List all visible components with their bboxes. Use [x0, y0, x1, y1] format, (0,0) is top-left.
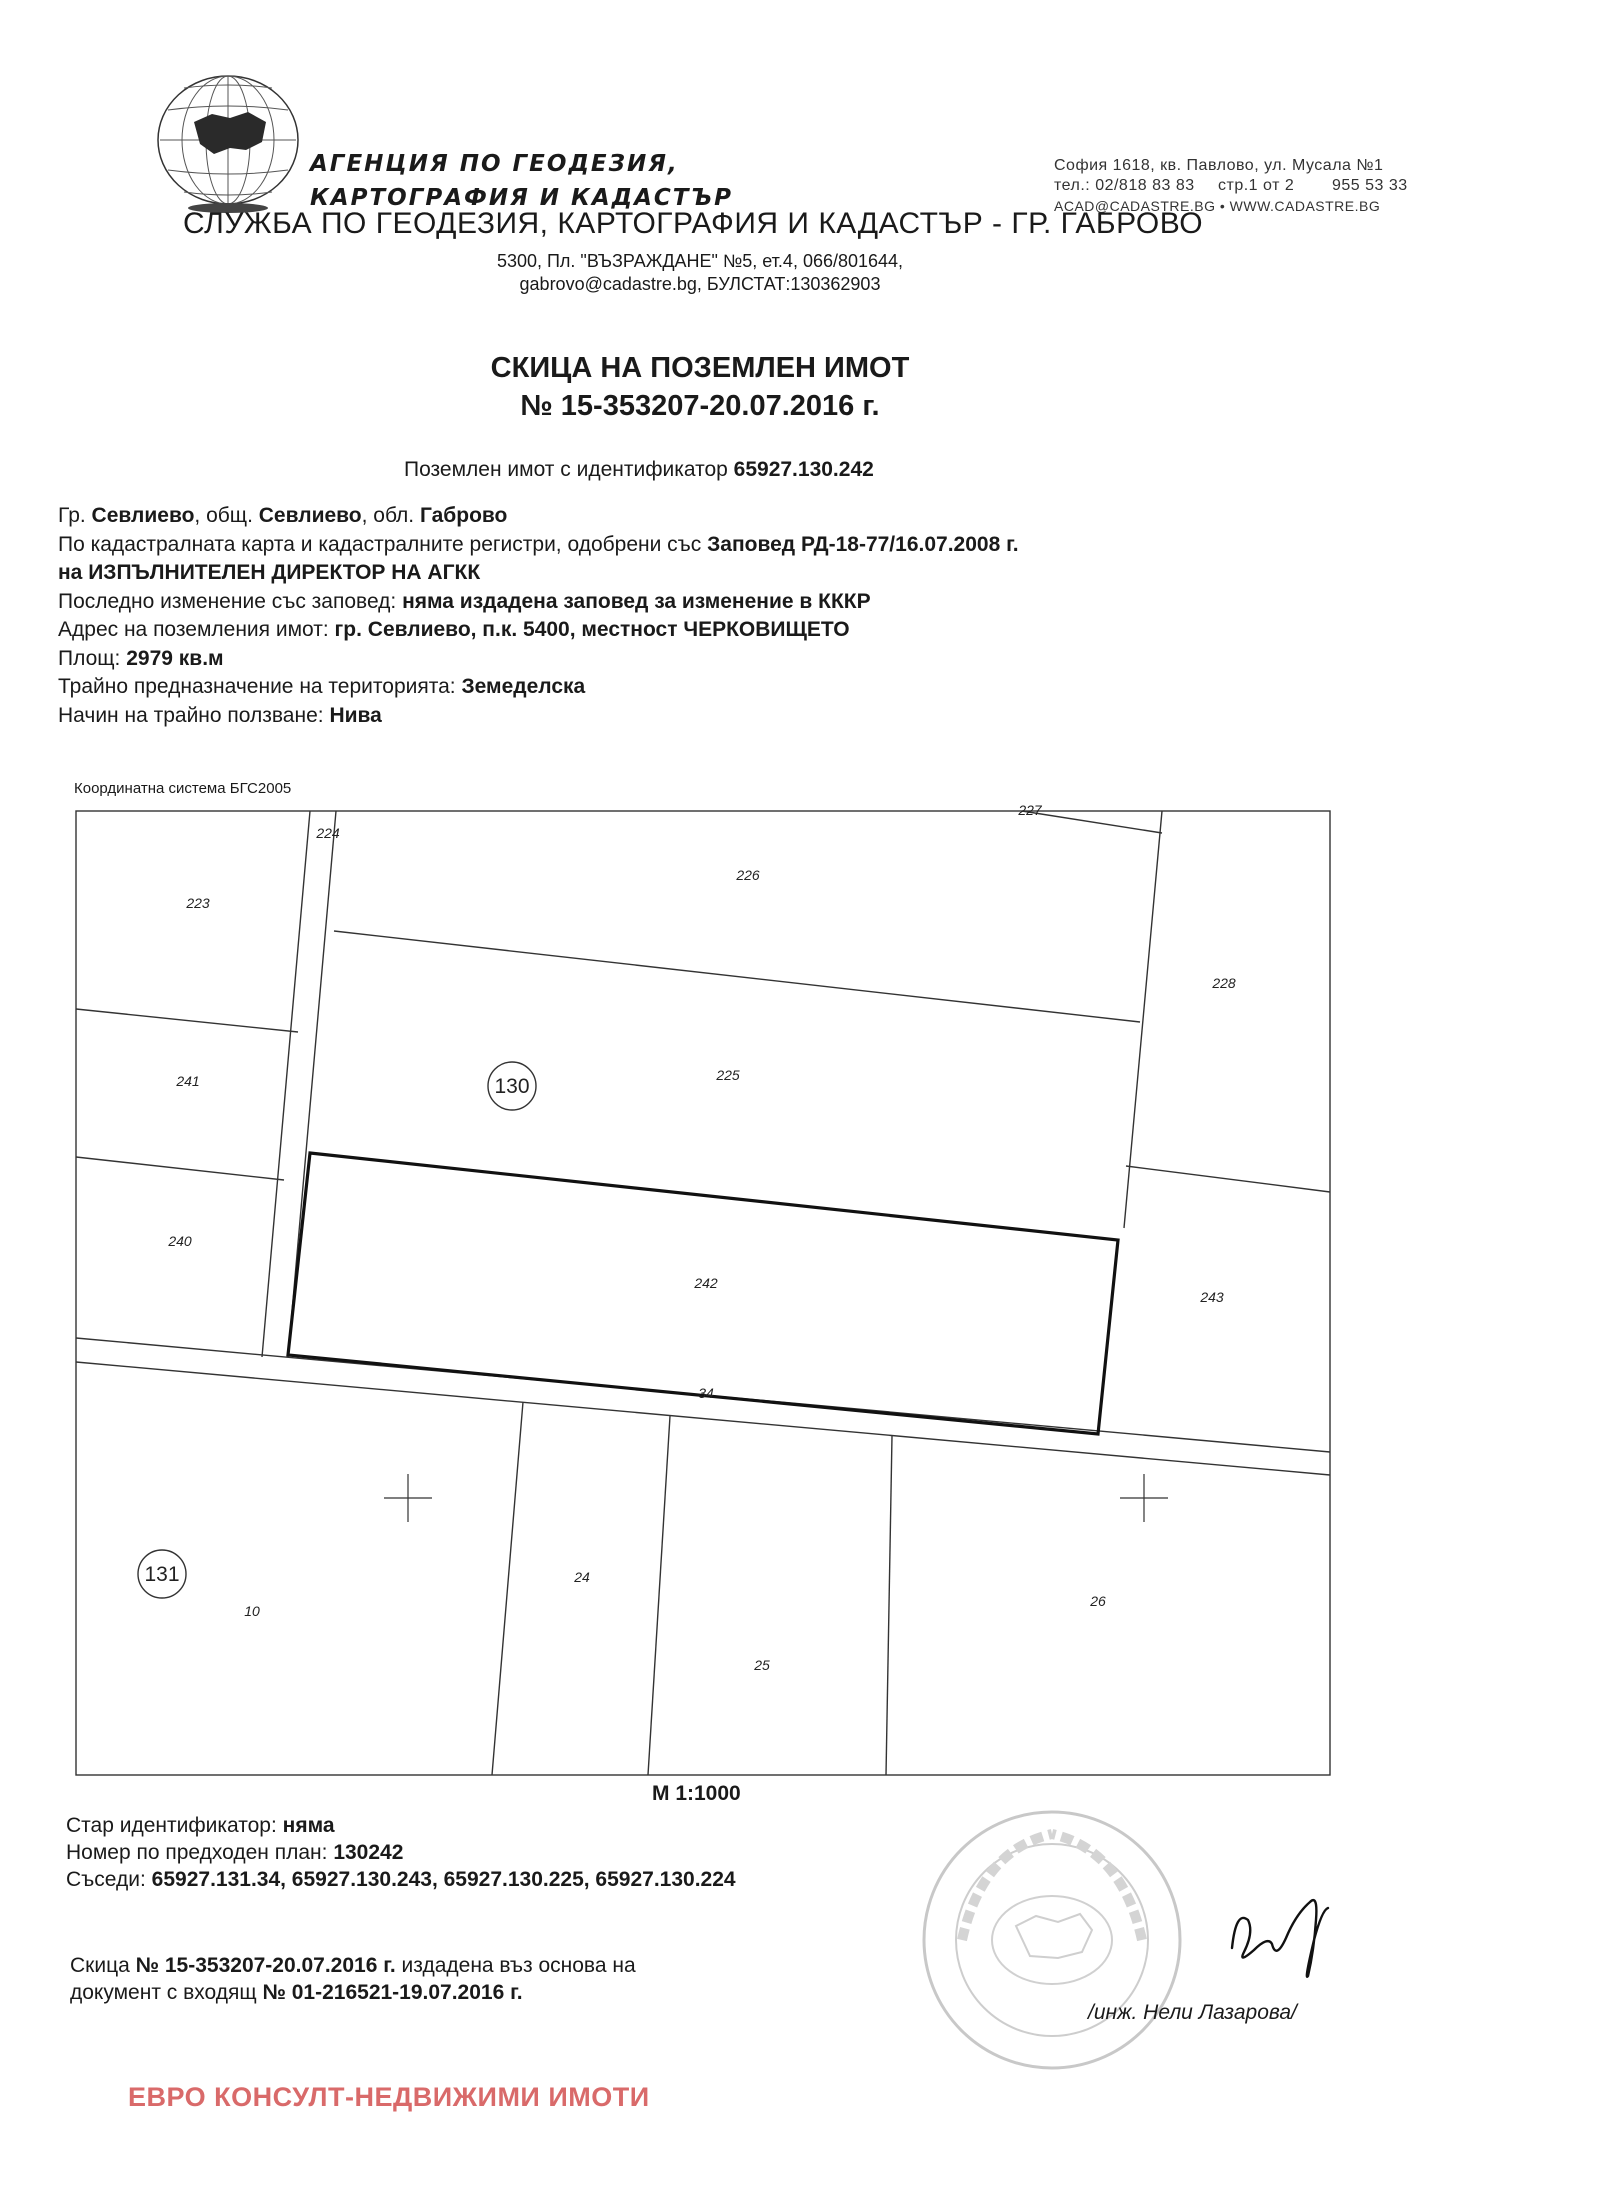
parcel-label-226: 226	[736, 867, 760, 883]
parcel-label-241: 241	[176, 1073, 200, 1089]
last-change-line: Последно изменение със заповед: няма издадена заповед за изменение в КККР	[58, 589, 871, 613]
old-identifier-line: Стар идентификатор: няма	[66, 1814, 335, 1837]
boundary-226-225	[334, 931, 1140, 1022]
parcel-label-240: 240	[168, 1233, 192, 1249]
road-south-edge	[76, 1362, 1330, 1475]
parcel-label-243: 243	[1200, 1289, 1224, 1305]
boundary-24-25	[648, 1416, 670, 1775]
map-scale: М 1:1000	[652, 1782, 741, 1805]
parcel-label-10: 10	[244, 1603, 260, 1619]
document-number: № 15-353207-20.07.2016 г.	[520, 390, 880, 422]
parcel-label-26: 26	[1090, 1593, 1106, 1609]
boundary-241-top	[76, 1009, 298, 1032]
contact-address: София 1618, кв. Павлово, ул. Мусала №1	[1054, 157, 1384, 174]
boundary-243-top	[1126, 1166, 1330, 1192]
agency-name-line1: АГЕНЦИЯ ПО ГЕОДЕЗИЯ,	[310, 151, 679, 177]
location-line: Гр. Севлиево, общ. Севлиево, обл. Габрово	[58, 504, 508, 527]
signer-name: /инж. Нели Лазарова/	[1088, 2001, 1297, 2024]
coordinate-system: Координатна система БГС2005	[74, 780, 292, 797]
neighbors-line: Съседи: 65927.131.34, 65927.130.243, 65927.130.225, 65927.130.224	[66, 1868, 736, 1891]
boundary-10-24	[492, 1402, 523, 1775]
document-title: СКИЦА НА ПОЗЕМЛЕН ИМОТ	[490, 352, 910, 384]
identifier-value: 65927.130.242	[733, 458, 874, 481]
contact-fax: 955 53 33	[1332, 177, 1408, 194]
boundary-224-left	[262, 811, 310, 1357]
contact-email-web: ACAD@CADASTRE.BG • WWW.CADASTRE.BG	[1054, 198, 1381, 214]
service-address: 5300, Пл. "ВЪЗРАЖДАНЕ" №5, ет.4, 066/801644,	[496, 251, 904, 271]
director-line: на ИЗПЪЛНИТЕЛЕН ДИРЕКТОР НА АГКК	[58, 561, 481, 584]
previous-plan-line: Номер по предходен план: 130242	[66, 1841, 404, 1864]
boundary-top-right	[1022, 811, 1162, 833]
official-stamp	[912, 1800, 1192, 2080]
map-frame	[76, 811, 1330, 1775]
parcel-label-228: 228	[1212, 975, 1236, 991]
identifier-label: Поземлен имот с идентификатор	[404, 458, 728, 481]
area-line: Площ: 2979 кв.м	[58, 646, 224, 670]
bottom-info	[66, 1812, 736, 1893]
usage-line: Начин на трайно ползване: Нива	[58, 703, 382, 727]
agency-watermark: ЕВРО КОНСУЛТ-НЕДВИЖИМИ ИМОТИ	[128, 2082, 650, 2112]
service-title: СЛУЖБА ПО ГЕОДЕЗИЯ, КАРТОГРАФИЯ И КАДАСТЪР - ГР. ГАБРОВО	[183, 207, 1204, 240]
parcel-label-225: 225	[716, 1067, 740, 1083]
parcel-label-34: 34	[698, 1385, 714, 1401]
parcel-label-25: 25	[754, 1657, 770, 1673]
parcel-label-223: 223	[186, 895, 210, 911]
service-email-bulstat: gabrovo@cadastre.bg, БУЛСТАТ:130362903	[519, 274, 881, 294]
issuance-info	[70, 1952, 636, 2006]
registry-line: По кадастралната карта и кадастралните регистри, одобрени със Заповед РД-18-77/16.07.2008 г.	[58, 532, 1019, 556]
parcel-label-24: 24	[574, 1569, 590, 1585]
boundary-25-26	[886, 1436, 892, 1775]
boundary-240-top	[76, 1157, 284, 1180]
parcel-label-242: 242	[694, 1275, 718, 1291]
contact-phone: тел.: 02/818 83 83	[1054, 177, 1195, 194]
block-label-131: 131	[144, 1563, 180, 1586]
boundary-228-left	[1124, 811, 1162, 1228]
parcel-label-227: 227	[1018, 802, 1042, 818]
block-label-130: 130	[494, 1075, 530, 1098]
purpose-line: Трайно предназначение на територията: Земеделска	[58, 675, 586, 698]
sketch-line: Скица № 15-353207-20.07.2016 г. издадена въз основа на	[70, 1954, 636, 1977]
address-line: Адрес на поземления имот: гр. Севлиево, п.к. 5400, местност ЧЕРКОВИЩЕТО	[58, 618, 850, 641]
parcel-label-224: 224	[316, 825, 340, 841]
page-marker: стр.1 от 2	[1218, 177, 1295, 194]
document-line: документ с входящ № 01-216521-19.07.2016 г.	[70, 1981, 523, 2004]
agency-name-line2: КАРТОГРАФИЯ И КАДАСТЪР	[310, 185, 733, 211]
signature	[1214, 1880, 1344, 1990]
